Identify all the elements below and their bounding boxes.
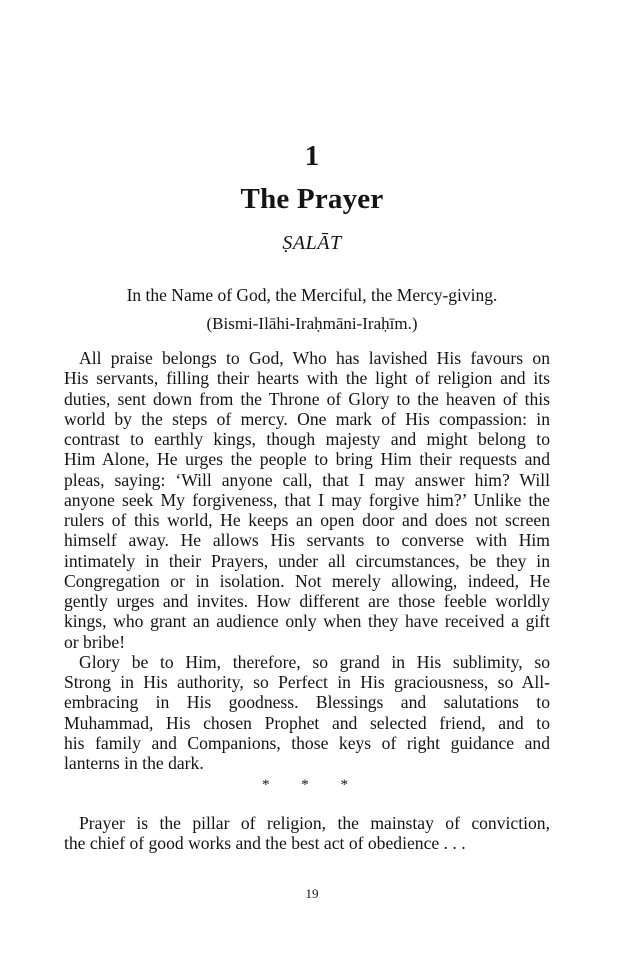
text-line: rulers of this world, He keeps an open door and does not screen [64, 510, 550, 530]
text-line: kings, who grant an audience only when they have received a gift [64, 611, 550, 632]
text-line: Prayer is the pillar of religion, the mainstay of conviction, [79, 813, 550, 833]
body-text-continued [64, 813, 550, 854]
invocation-english: In the Name of God, the Merciful, the Mercy-giving. [126, 285, 498, 305]
text-line: Him Alone, He urges the people to bring Him their requests and [64, 449, 550, 470]
text-line: pleas, saying: ‘Will anyone call, that I may answer him? Will [64, 469, 550, 490]
text-line: All praise belongs to God, Who has lavished His favours on [79, 348, 550, 368]
text-line: intimately in their Prayers, under all circumstances, be they in [64, 550, 550, 571]
text-line: lanterns in the dark. [64, 753, 204, 773]
text-line: gently urges and invites. How different are those feeble worldly [64, 591, 550, 611]
text-line: Congregation or in isolation. Not merely allowing, indeed, He [64, 570, 550, 591]
paragraph-prayer-pillar [64, 813, 550, 854]
body-text [64, 348, 550, 773]
page-number: 19 [305, 886, 319, 901]
paragraph-glory [64, 652, 550, 774]
text-line: embracing in His goodness. Blessings and salutations to [64, 692, 550, 713]
text-line: world by the steps of mercy. One mark of His compassion: in [64, 408, 550, 429]
chapter-number: 1 [304, 140, 320, 172]
chapter-subtitle: ṢALĀT [282, 232, 342, 254]
text-line: Glory be to Him, therefore, so grand in His sublimity, so [79, 651, 550, 672]
text-line: himself away. He allows His servants to converse with Him [64, 530, 550, 551]
text-line: Strong in His authority, so Perfect in His graciousness, so All- [64, 672, 550, 692]
text-line: duties, sent down from the Throne of Glory to the heaven of this [64, 388, 550, 409]
text-line: anyone seek My forgiveness, that I may forgive him?’ Unlike the [64, 489, 550, 510]
text-line: the chief of good works and the best act of obedience . . . [64, 833, 466, 854]
text-line: contrast to earthly kings, though majesty and might belong to [64, 429, 550, 449]
text-line: or bribe! [64, 631, 126, 652]
paragraph-praise [64, 348, 550, 652]
text-line: Muhammad, His chosen Prophet and selected friend, and to [64, 712, 550, 733]
text-line: his family and Companions, those keys of right guidance and [64, 732, 550, 753]
chapter-title: The Prayer [240, 183, 384, 215]
section-separator: * * * [262, 777, 362, 793]
text-line: His servants, filling their hearts with the light of religion and its [64, 368, 550, 389]
invocation-transliteration: (Bismi-Ilāhi-Iraḥmāni-Iraḥīm.) [206, 314, 418, 333]
